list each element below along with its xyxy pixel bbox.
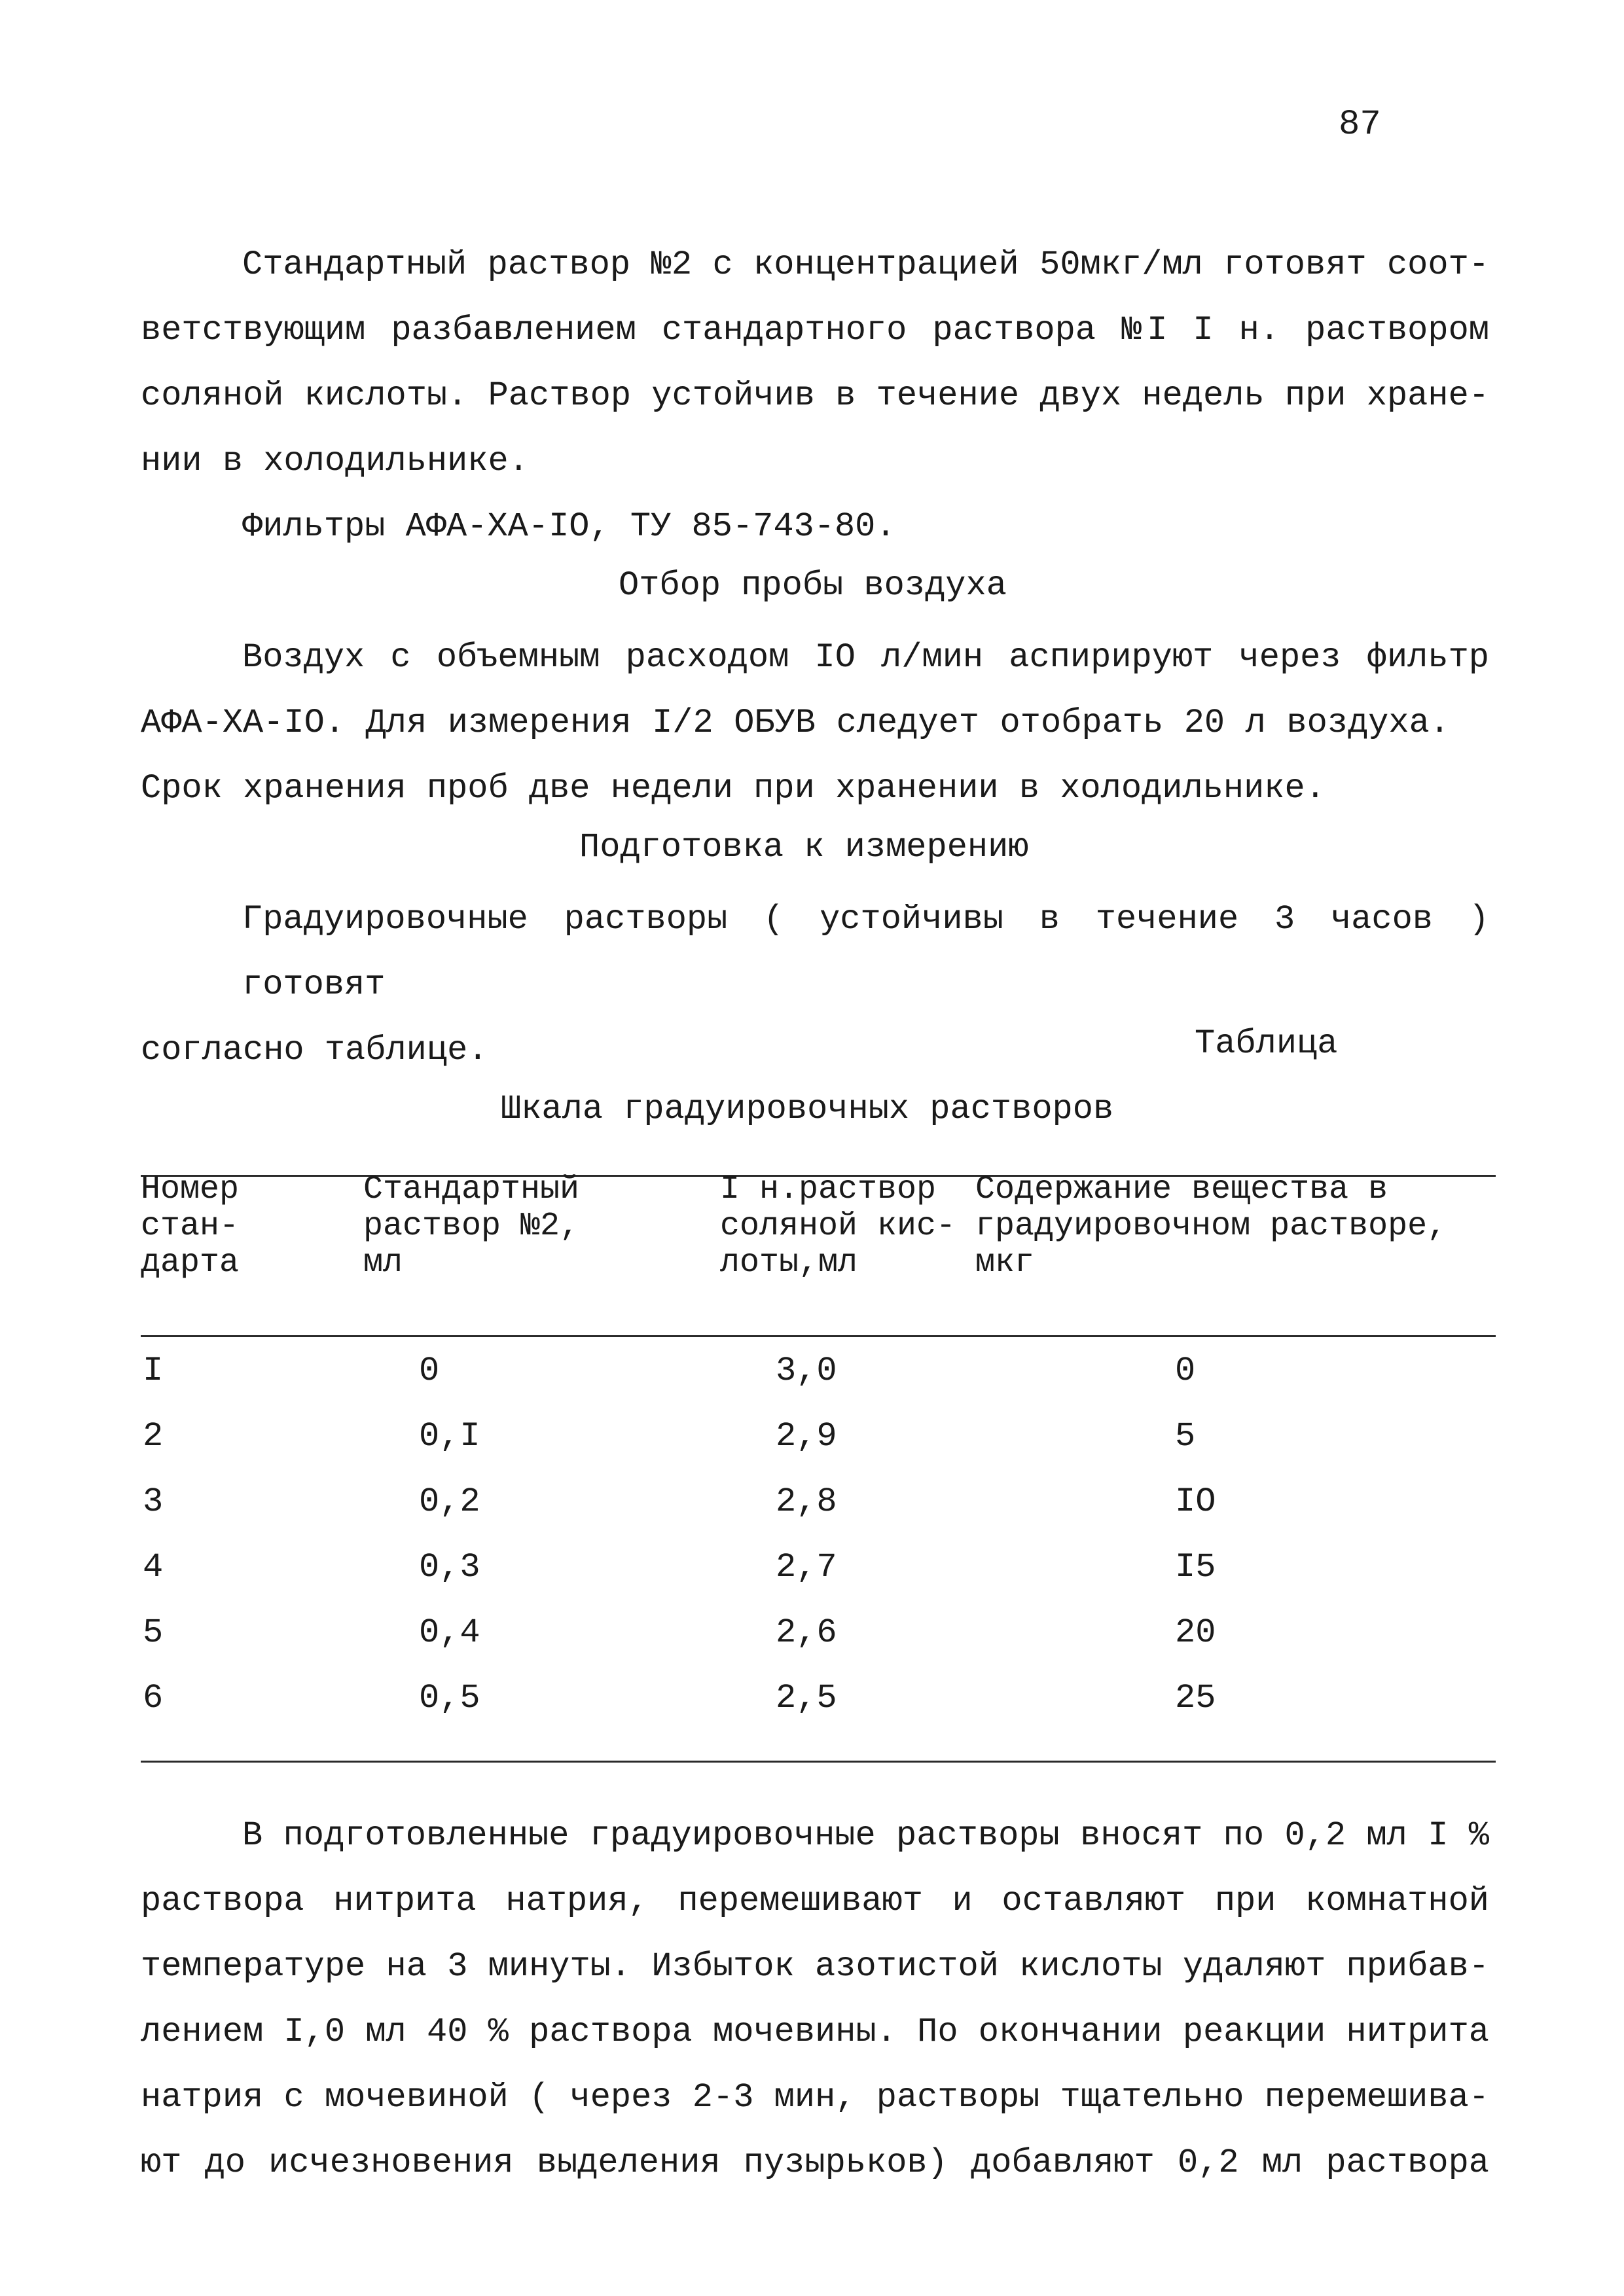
- table-cell-hcl-ml: 2,5: [776, 1679, 837, 1717]
- paragraph-line: Воздух с объемным расходом IO л/мин аспирируют через фильтр: [242, 638, 1489, 677]
- table-cell-standard-ml: 0,I: [419, 1417, 480, 1456]
- paragraph-line: Градуировочные растворы ( устойчивы в течение 3 часов ) готовят: [242, 900, 1489, 1004]
- table-header-substance-content: Содержание вещества в градуировочном растворе, мкг: [975, 1171, 1447, 1282]
- table-cell-number: 5: [143, 1613, 164, 1652]
- heading-preparation: Подготовка к измерению: [579, 828, 1029, 867]
- table-cell-number: 6: [143, 1679, 164, 1717]
- table-title: Шкала градуировочных растворов: [501, 1090, 1114, 1128]
- table-cell-number: 3: [143, 1482, 164, 1521]
- table-cell-content-mkg: 5: [1175, 1417, 1196, 1456]
- table-cell-number: 2: [143, 1417, 164, 1456]
- paragraph-line: ветствующим разбавлением стандартного раствора №I I н. раствором: [141, 311, 1489, 350]
- paragraph-line: температуре на 3 минуты. Избыток азотистой кислоты удаляют прибав-: [141, 1947, 1489, 1986]
- paragraph-filters: [141, 494, 1591, 560]
- paragraph-procedure: [141, 1803, 1489, 2196]
- table-header-hcl-solution: I н.раствор соляной кис- лоты,мл: [720, 1171, 956, 1282]
- paragraph-line: Фильтры АФА-ХА-IO, ТУ 85-743-80.: [242, 507, 896, 546]
- table-cell-standard-ml: 0,2: [419, 1482, 480, 1521]
- paragraph-line: натрия с мочевиной ( через 2-3 мин, растворы тщательно перемешива-: [141, 2078, 1489, 2117]
- paragraph-line: Стандартный раствор №2 с концентрацией 50мкг/мл готовят соот-: [242, 245, 1489, 284]
- table-cell-standard-ml: 0,5: [419, 1679, 480, 1717]
- table-cell-content-mkg: 0: [1175, 1352, 1196, 1390]
- page-number: 87: [1339, 105, 1381, 145]
- paragraph-sampling: [141, 625, 1489, 821]
- paragraph-line: В подготовленные градуировочные растворы вносят по 0,2 мл I %: [242, 1816, 1489, 1855]
- table-cell-hcl-ml: 2,9: [776, 1417, 837, 1456]
- table-cell-standard-ml: 0,4: [419, 1613, 480, 1652]
- paragraph-line: лением I,0 мл 40 % раствора мочевины. По окончании реакции нитрита: [141, 2013, 1489, 2051]
- table-cell-hcl-ml: 2,8: [776, 1482, 837, 1521]
- paragraph-line: нии в холодильнике.: [141, 442, 529, 480]
- paragraph-line: раствора нитрита натрия, перемешивают и оставляют при комнатной: [141, 1882, 1489, 1920]
- table-cell-number: I: [143, 1352, 164, 1390]
- table-label: Таблица: [1195, 1024, 1338, 1063]
- table-cell-standard-ml: 0: [419, 1352, 440, 1390]
- table-cell-content-mkg: IO: [1175, 1482, 1216, 1521]
- heading-air-sampling: Отбор пробы воздуха: [619, 566, 1007, 605]
- table-cell-number: 4: [143, 1548, 164, 1587]
- table-cell-hcl-ml: 2,6: [776, 1613, 837, 1652]
- paragraph-line: АФА-ХА-IO. Для измерения I/2 ОБУВ следует отобрать 20 л воздуха.: [141, 704, 1450, 742]
- paragraph-line: ют до исчезновения выделения пузырьков) добавляют 0,2 мл раствора: [141, 2144, 1489, 2182]
- paragraph-standard-solution: [141, 232, 1489, 494]
- paragraph-line: Срок хранения проб две недели при хранении в холодильнике.: [141, 769, 1326, 808]
- table-cell-content-mkg: 20: [1175, 1613, 1216, 1652]
- table-cell-standard-ml: 0,3: [419, 1548, 480, 1587]
- table-cell-content-mkg: I5: [1175, 1548, 1216, 1587]
- table-header-standard-solution: Стандартный раствор №2, мл: [363, 1171, 580, 1282]
- table-cell-hcl-ml: 2,7: [776, 1548, 837, 1587]
- table-header-standard-number: Номер стан- дарта: [141, 1171, 240, 1282]
- table-bottom-rule: [141, 1761, 1496, 1763]
- table-cell-content-mkg: 25: [1175, 1679, 1216, 1717]
- paragraph-line: соляной кислоты. Раствор устойчив в течение двух недель при хране-: [141, 376, 1489, 415]
- paragraph-line: согласно таблице.: [141, 1031, 488, 1069]
- table-cell-hcl-ml: 3,0: [776, 1352, 837, 1390]
- table-header-rule: [141, 1335, 1496, 1337]
